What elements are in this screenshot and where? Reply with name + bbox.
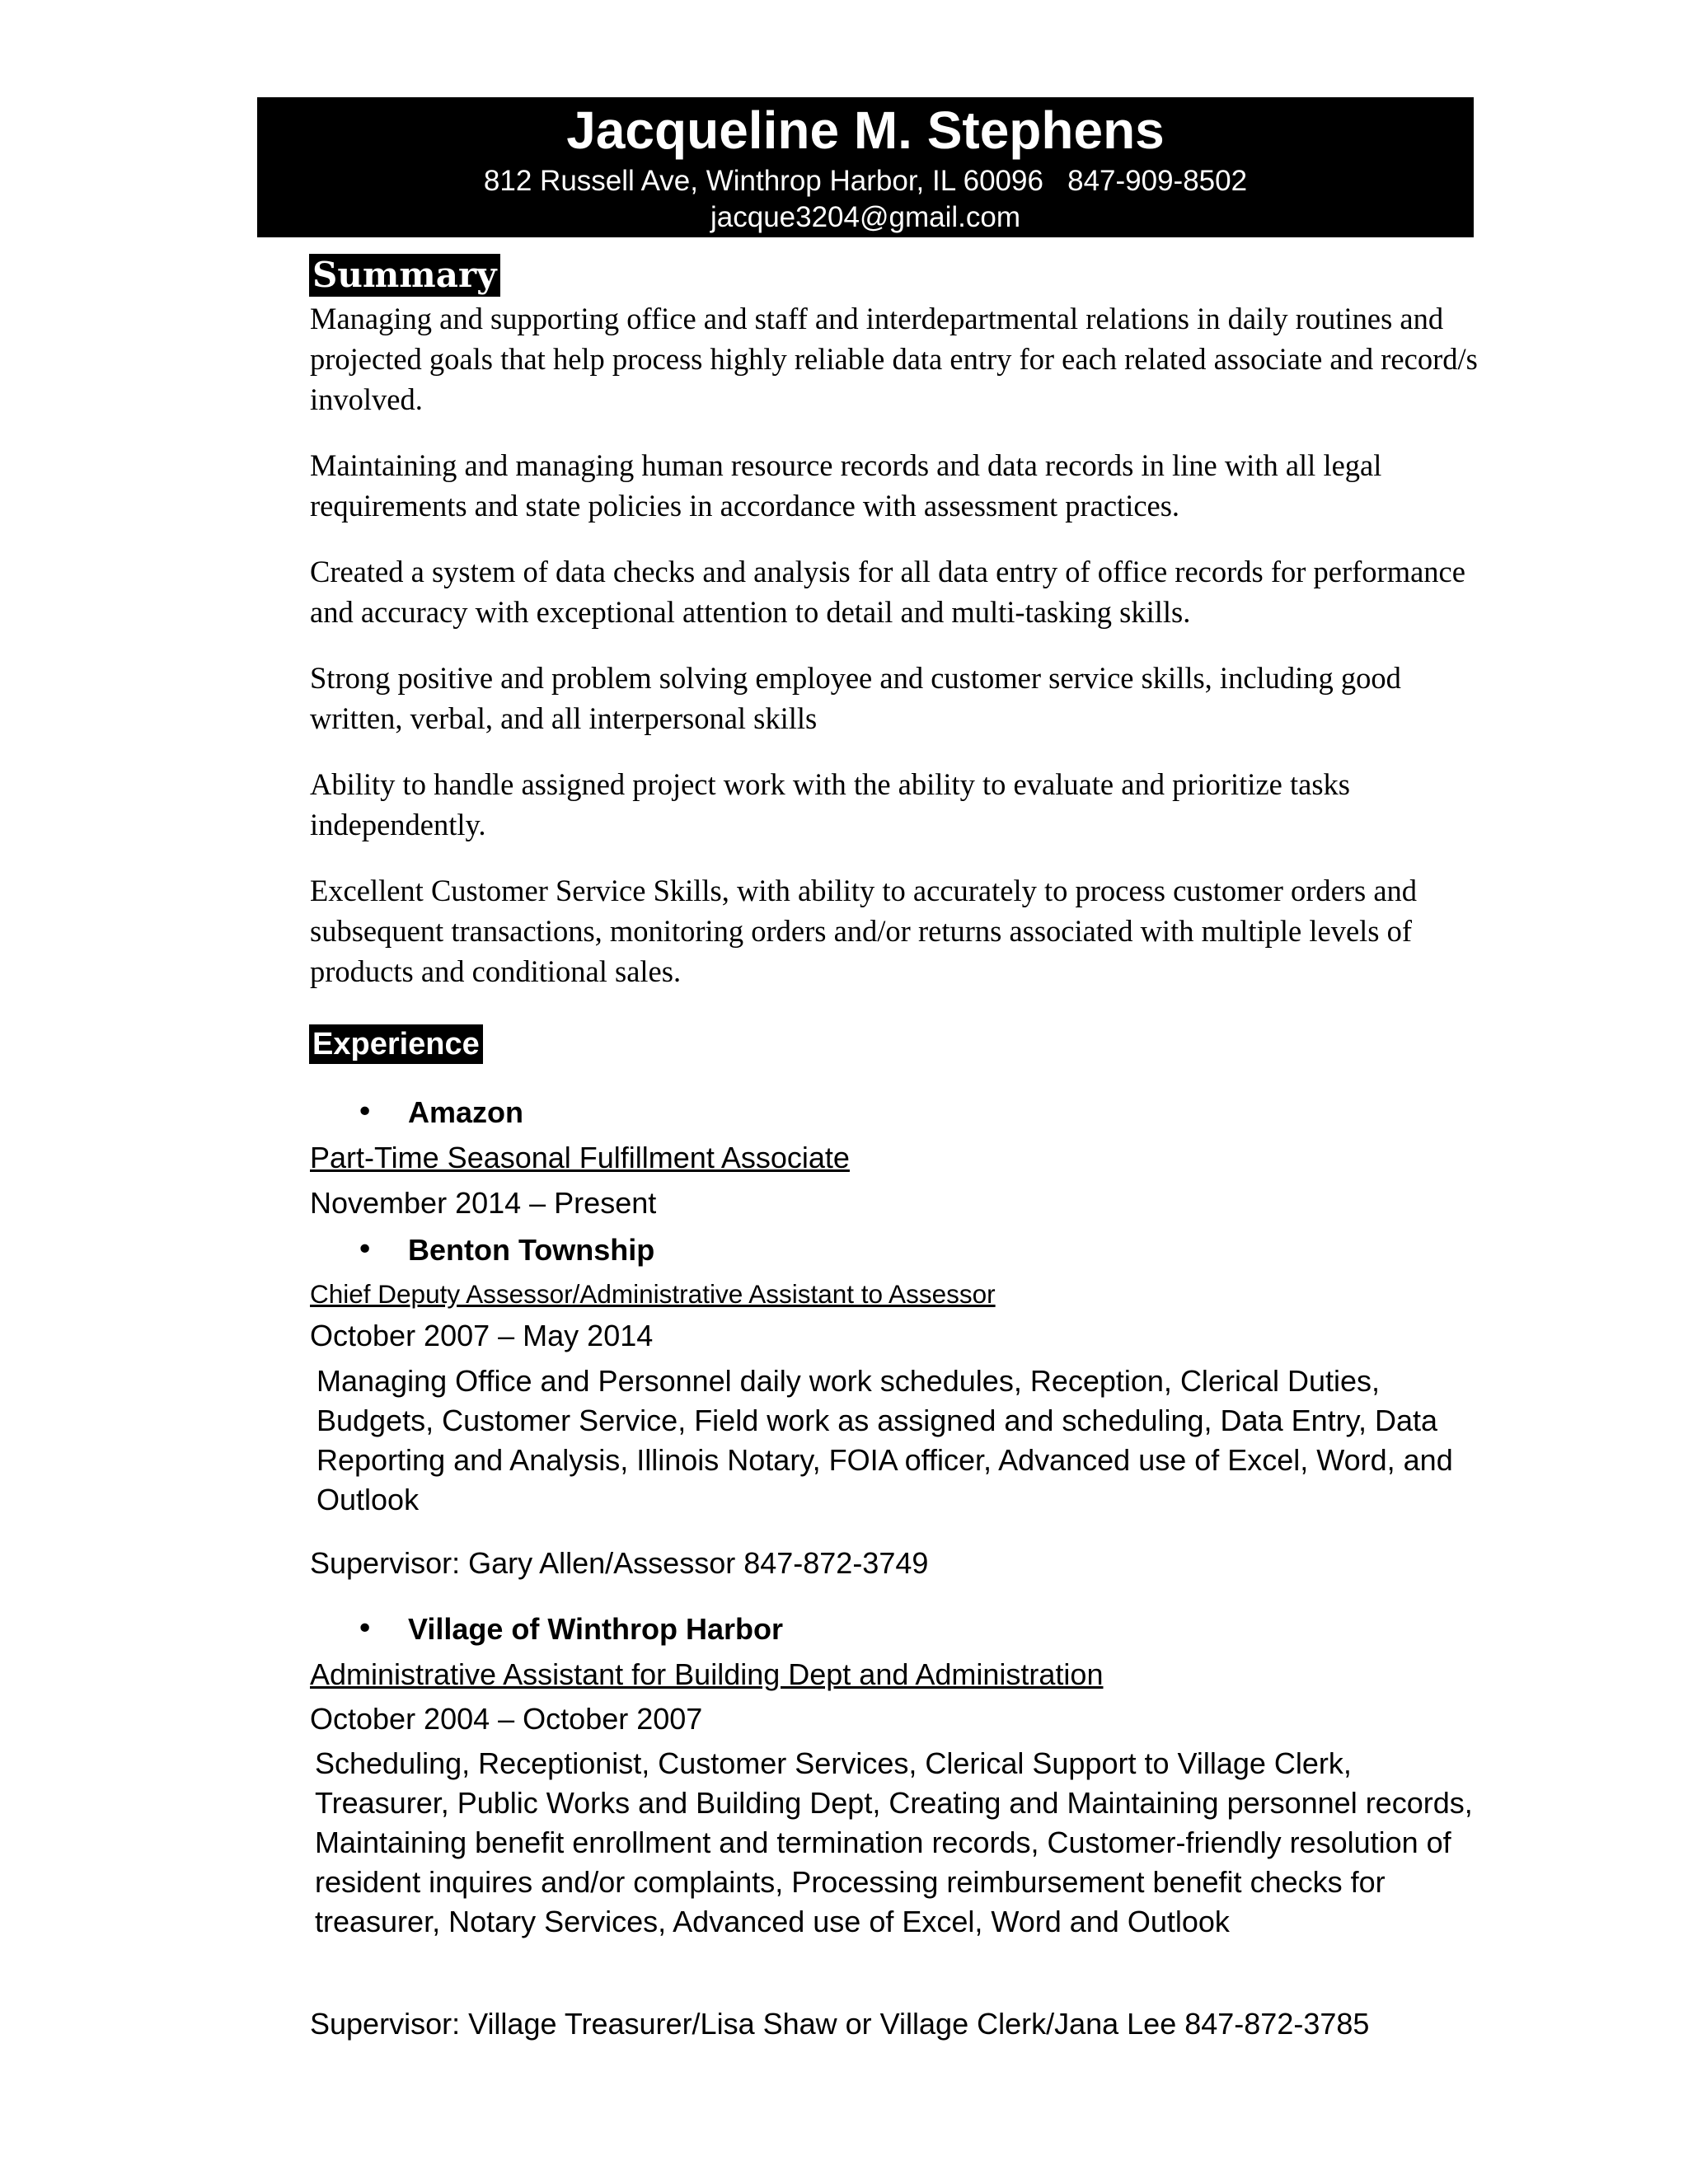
summary-section	[310, 298, 1480, 1017]
bullet-icon: •	[356, 1233, 374, 1267]
job-description: Managing Office and Personnel daily work schedules, Reception, Clerical Duties, Budgets, Customer Service, Field work as assigned and scheduling, Data Entry, Data Reporting and Analysis, Illinois Notary, FOIA officer, Advanced use of Excel, Word, and Outlook	[316, 1364, 1453, 1516]
job-dates: November 2014 – Present	[310, 1186, 657, 1220]
job-title: Part-Time Seasonal Fulfillment Associate	[310, 1141, 850, 1174]
job-description: Scheduling, Receptionist, Customer Services, Clerical Support to Village Clerk, Treasurer, Public Works and Building Dept, Creating and Maintaining personnel records, Maintaining benefit enrollment and termination records, Customer-friendly resolution of resident inquires and/or complaints, Processing reimbursement benefit checks for treasurer, Notary Services, Advanced use of Excel, Word and Outlook	[315, 1746, 1473, 1938]
summary-paragraph: Managing and supporting office and staff and interdepartmental relations in daily routines and projected goals that help process highly reliable data entry for each related associate and record/s involved.	[310, 302, 1478, 416]
resume-header	[257, 97, 1474, 237]
company-name: Village of Winthrop Harbor	[408, 1612, 784, 1646]
summary-paragraph: Ability to handle assigned project work with the ability to evaluate and prioritize tasks independently.	[310, 767, 1350, 841]
bullet-icon: •	[356, 1095, 374, 1129]
job-dates: October 2007 – May 2014	[310, 1319, 654, 1352]
job-supervisor: Supervisor: Gary Allen/Assessor 847-872-3749	[310, 1546, 929, 1580]
job-dates: October 2004 – October 2007	[310, 1702, 703, 1736]
email-address: jacque3204@gmail.com	[710, 201, 1020, 233]
job-title: Administrative Assistant for Building Dept and Administration	[310, 1657, 1104, 1691]
summary-paragraph: Excellent Customer Service Skills, with ability to accurately to process customer orders and subsequent transactions, monitoring orders and/or returns associated with multiple levels of products and conditional sales.	[310, 874, 1418, 988]
bullet-icon: •	[356, 1612, 374, 1646]
candidate-name: Jacqueline M. Stephens	[566, 101, 1165, 160]
summary-heading: Summary	[309, 254, 500, 297]
company-name: Amazon	[408, 1095, 524, 1129]
job-title: Chief Deputy Assessor/Administrative Assistant to Assessor	[310, 1279, 996, 1309]
summary-paragraph: Maintaining and managing human resource records and data records in line with all legal requirements and state policies in accordance with assessment practices.	[310, 448, 1382, 523]
company-name: Benton Township	[408, 1233, 655, 1267]
contact-line: 812 Russell Ave, Winthrop Harbor, IL 60096 847-909-8502	[483, 165, 1248, 197]
summary-paragraph: Strong positive and problem solving employee and customer service skills, including good written, verbal, and all interpersonal skills	[310, 661, 1401, 735]
experience-heading: Experience	[309, 1024, 483, 1064]
summary-paragraph: Created a system of data checks and analysis for all data entry of office records for performance and accuracy with exceptional attention to detail and multi-tasking skills.	[310, 555, 1465, 629]
job-supervisor: Supervisor: Village Treasurer/Lisa Shaw or Village Clerk/Jana Lee 847-872-3785	[310, 2007, 1370, 2041]
